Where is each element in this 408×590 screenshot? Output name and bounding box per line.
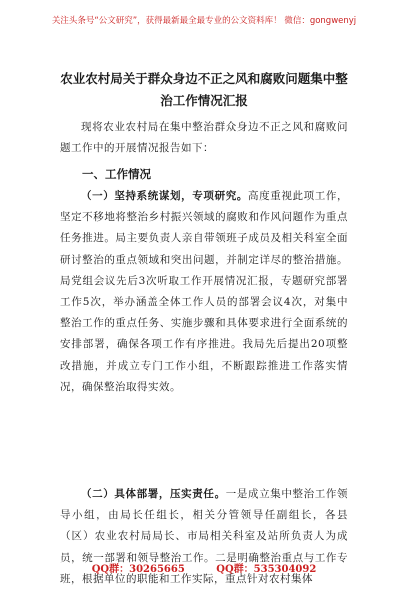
document-title: 农业农村局关于群众身边不正之风和腐败问题集中整治工作情况汇报 xyxy=(60,71,348,108)
paragraph-systematic-planning xyxy=(60,186,348,398)
intro-paragraph: 现将农业农村局在集中整治群众身边不正之风和腐败问题工作中的开展情况报告如下： xyxy=(60,121,348,155)
qq-group-right: QQ群：535304092 xyxy=(216,564,317,575)
promo-banner: 关注头条号“公文研究”，获得最新最全最专业的公文资料库！ 微信：gongwenyj xyxy=(51,16,357,26)
paragraph-heading: （一）坚持系统谋划，专项研究。 xyxy=(81,190,248,202)
paragraph-body: 一是成立集中整治工作领导小组，由局长任组长，相关分管领导任副组长，各县（区）农业农村局局长、市局相关科室及站所负责人为成员，统一部署和领导整治工作。二是明确整治重点与工作专班，根据单位的职能和工作实际，重点针对农村集体 xyxy=(60,488,349,585)
paragraph-body: 高度重视此项工作，坚定不移地将整治乡村振兴领域的腐败和作风问题作为重点任务推进。局主要负责人亲自带领班子成员及相关科室全面研讨整治的重点领域和突出问题，并制定详尽的整治措施。局党组会议先后3次听取工作开展情况汇报，专题研究部署工作5次，举办涵盖全体工作人员的部署会议4次，对集中整治工作的重点任务、实施步骤和具体要求进行全面系统的安排部署，确保各项工作有序推进。我局先后提出20项整改措施，并成立专门工作小组，不断跟踪推进工作落实情况，确保整治取得实效。 xyxy=(60,190,349,393)
qq-group-left: QQ群：30265665 xyxy=(91,564,185,575)
footer-contact xyxy=(0,560,408,575)
section-heading-work-status: 一、工作情况 xyxy=(82,167,151,181)
paragraph-heading: （二）具体部署，压实责任。 xyxy=(81,488,226,500)
